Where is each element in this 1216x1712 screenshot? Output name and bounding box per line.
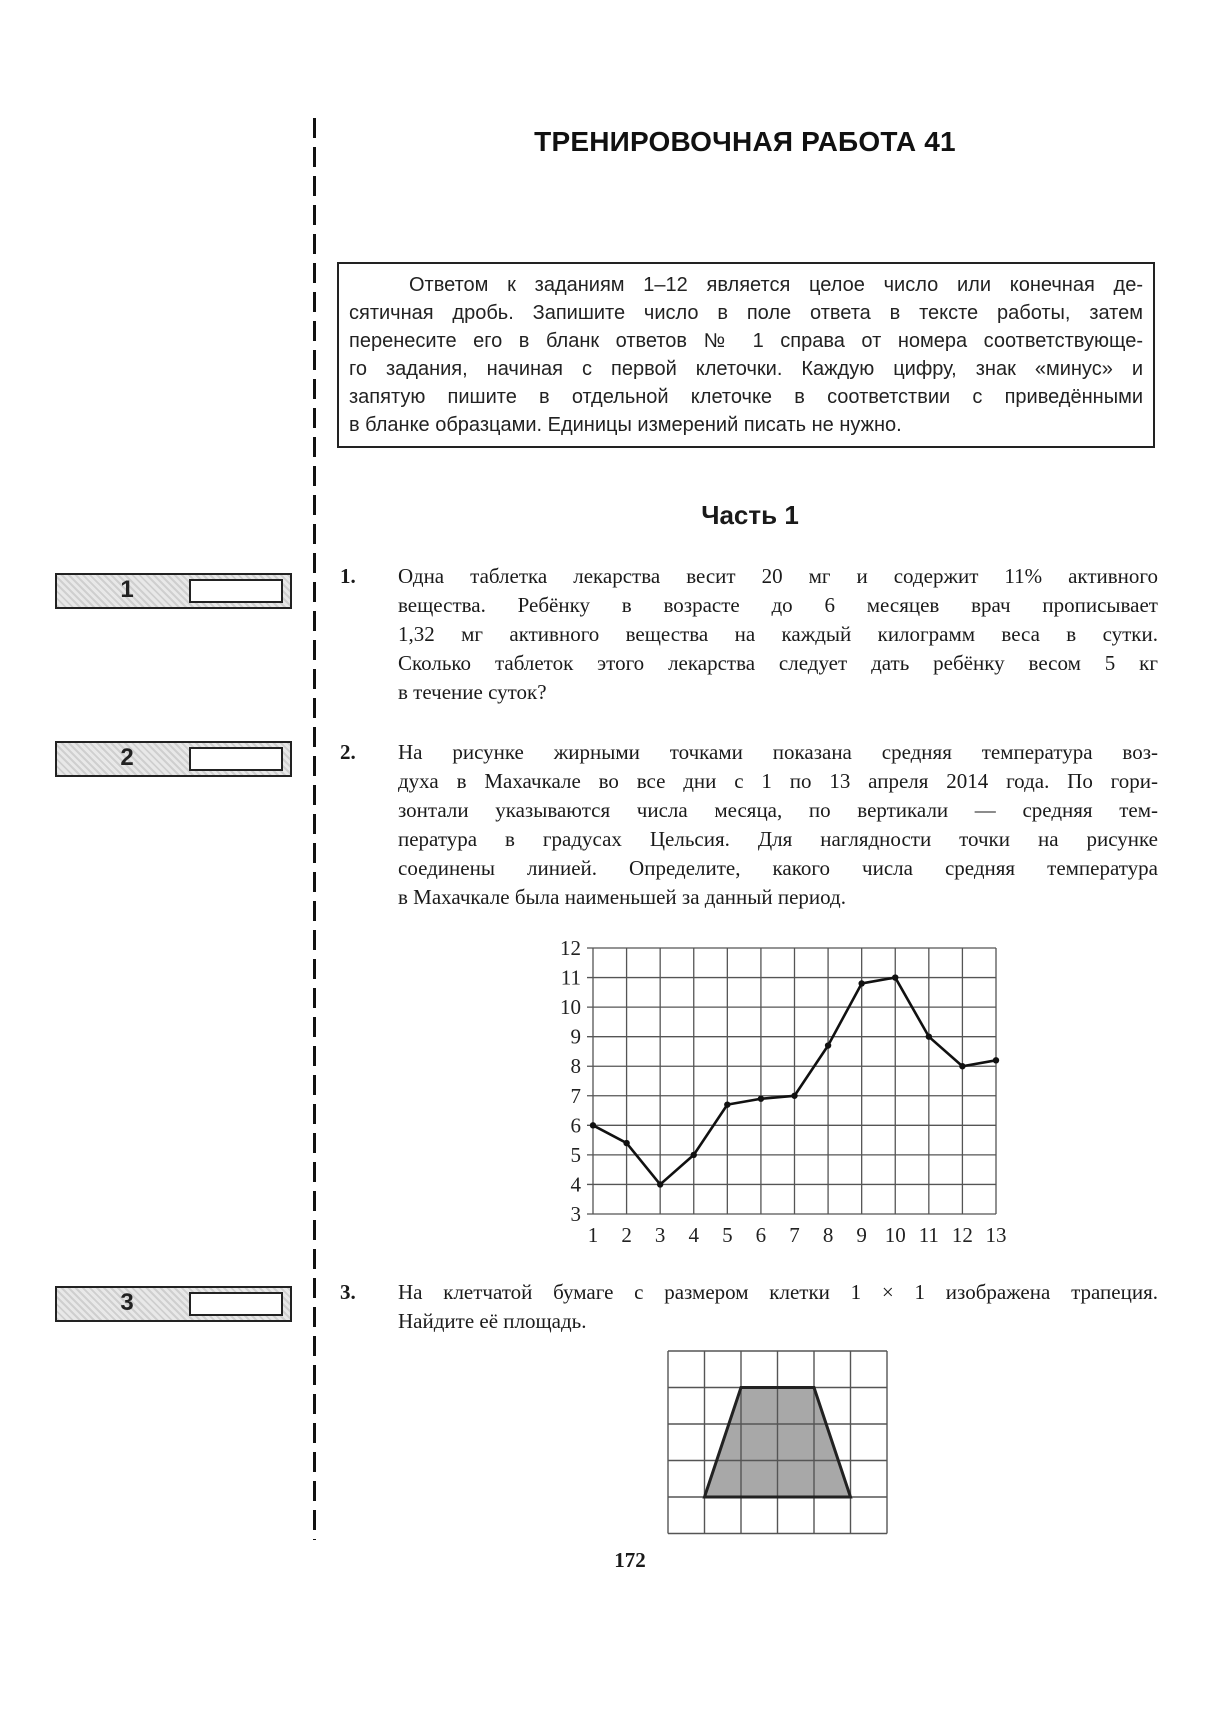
y-tick-label: 9 (570, 1024, 581, 1049)
x-tick-label: 4 (688, 1223, 699, 1245)
data-point-marker (825, 1042, 831, 1048)
data-point-marker (858, 980, 864, 986)
answer-field-3[interactable] (189, 1292, 283, 1316)
y-tick-label: 11 (560, 965, 581, 990)
x-tick-label: 11 (918, 1223, 939, 1245)
data-point-marker (926, 1033, 932, 1039)
x-tick-label: 8 (822, 1223, 834, 1245)
y-tick-label: 4 (570, 1172, 581, 1197)
answer-box-number: 1 (120, 576, 134, 603)
data-point-marker (758, 1096, 764, 1102)
task-line: в течение суток? (398, 680, 547, 704)
answer-box-3 (55, 1286, 292, 1322)
part-title: Часть 1 (701, 500, 799, 530)
task-line: Сколько таблеток этого лекарства следует дать ребёнку весом 5 кг (398, 651, 1158, 675)
x-tick-label: 7 (789, 1223, 800, 1245)
data-point-marker (623, 1140, 629, 1146)
task-line: в Махачкале была наименьшей за данный период. (398, 885, 846, 909)
answer-box-1 (55, 573, 292, 609)
instructions-line: в бланке образцами. Единицы измерений писать не нужно. (349, 414, 902, 436)
instructions-box (337, 262, 1155, 448)
task-number: 2. (340, 740, 356, 764)
data-point-marker (791, 1093, 797, 1099)
task-text (398, 562, 1158, 707)
page-title: ТРЕНИРОВОЧНАЯ РАБОТА 41 (534, 126, 956, 157)
instructions-line: перенесите его в бланк ответов № 1 справа от номера соответствующе- (349, 330, 1143, 352)
instructions-line: Ответом к заданиям 1–12 является целое число или конечная де- (409, 274, 1143, 296)
instructions-line: го задания, начиная с первой клеточки. Каждую цифру, знак «минус» и (349, 358, 1143, 380)
data-point-marker (691, 1152, 697, 1158)
task-line: соединены линией. Определите, какого числа средняя температура (398, 856, 1158, 880)
task-text (398, 738, 1158, 912)
y-tick-label: 3 (570, 1202, 581, 1226)
y-tick-label: 5 (570, 1142, 581, 1167)
task-line: пература в градусах Цельсия. Для наглядности точки на рисунке (398, 827, 1158, 851)
y-tick-label: 7 (570, 1083, 581, 1108)
task-line: На рисунке жирными точками показана средняя температура воз- (398, 740, 1158, 764)
x-tick-label: 9 (856, 1223, 867, 1245)
data-point-marker (724, 1101, 730, 1107)
task-number: 3. (340, 1280, 356, 1304)
task-line: зонтали указываются числа месяца, по вертикали — средняя тем- (398, 798, 1158, 822)
data-point-marker (993, 1057, 999, 1063)
x-tick-label: 1 (587, 1223, 599, 1245)
cut-line (313, 118, 316, 1540)
x-tick-label: 10 (884, 1223, 906, 1245)
temperature-line-chart (530, 925, 1020, 1245)
task-line: На клетчатой бумаге с размером клетки 1 × 1 изображена трапеция. (398, 1280, 1158, 1304)
y-tick-label: 6 (570, 1113, 581, 1138)
x-tick-label: 13 (985, 1223, 1007, 1245)
y-tick-label: 12 (560, 936, 581, 960)
answer-box-number: 2 (120, 744, 134, 771)
task-line: вещества. Ребёнку в возрасте до 6 месяцев врач прописывает (398, 593, 1158, 617)
x-tick-label: 5 (722, 1223, 733, 1245)
data-point-marker (959, 1063, 965, 1069)
task-line: Одна таблетка лекарства весит 20 мг и содержит 11% активного (398, 564, 1158, 588)
task-line: 1,32 мг активного вещества на каждый килограмм веса в сутки. (398, 622, 1158, 646)
x-tick-label: 6 (755, 1223, 767, 1245)
data-point-marker (590, 1122, 596, 1128)
answer-box-number: 3 (120, 1289, 134, 1316)
task-text (398, 1278, 1158, 1336)
x-tick-label: 2 (621, 1223, 632, 1245)
answer-field-2[interactable] (189, 747, 283, 771)
y-tick-label: 10 (560, 995, 581, 1020)
page-number: 172 (614, 1548, 646, 1572)
instructions-line: сятичная дробь. Запишите число в поле ответа в тексте работы, затем (349, 302, 1143, 324)
task-line: духа в Махачкале во все дни с 1 по 13 апреля 2014 года. По гори- (398, 769, 1158, 793)
instructions-line: запятую пишите в отдельной клеточке в соответствии с приведёнными (349, 386, 1143, 408)
data-point-marker (892, 974, 898, 980)
answer-box-2 (55, 741, 292, 777)
x-tick-label: 3 (654, 1223, 666, 1245)
task-number: 1. (340, 564, 356, 588)
answer-field-1[interactable] (189, 579, 283, 603)
x-tick-label: 12 (951, 1223, 973, 1245)
task-line: Найдите её площадь. (398, 1309, 587, 1333)
data-point-marker (657, 1181, 663, 1187)
y-tick-label: 8 (570, 1054, 581, 1079)
trapezoid-grid-figure (665, 1348, 895, 1538)
